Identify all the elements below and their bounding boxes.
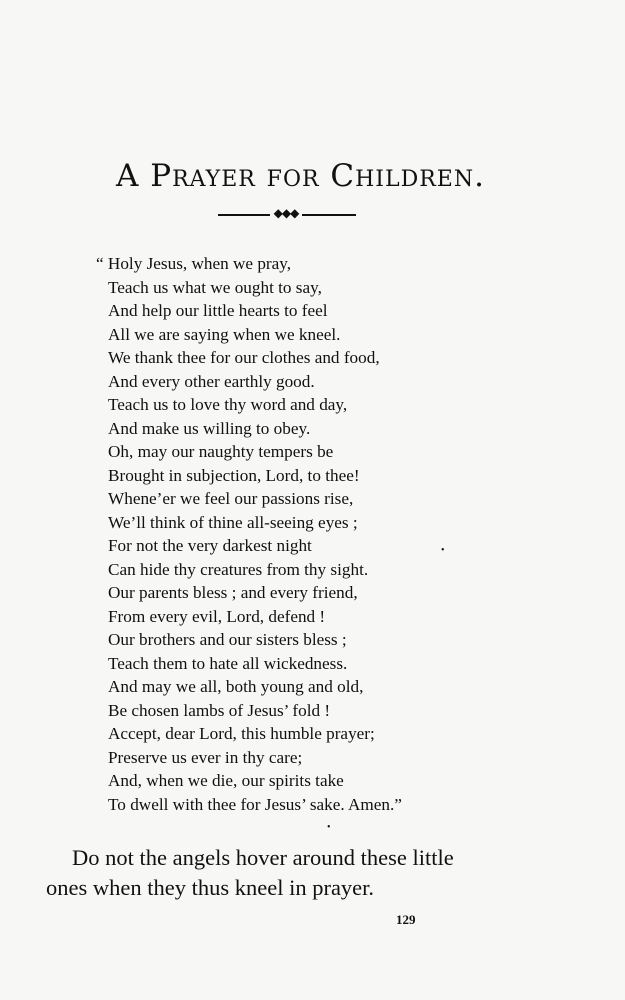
- ornament-rule-left: [218, 214, 270, 216]
- poem-line: We thank thee for our clothes and food,: [108, 348, 380, 367]
- poem-line: To dwell with thee for Jesus’ sake. Amen.”: [108, 794, 402, 814]
- page-number: 129: [396, 912, 416, 927]
- poem-line: Brought in subjection, Lord, to thee!: [108, 465, 360, 485]
- poem-line: Teach us to love thy word and day,: [108, 395, 348, 414]
- prose-line: ones when they thus kneel in prayer.: [46, 875, 375, 900]
- poem-line: From every evil, Lord, defend !: [108, 606, 326, 626]
- poem-line: Our brothers and our sisters bless ;: [108, 630, 347, 649]
- poem-line: Be chosen lambs of Jesus’ fold !: [108, 700, 331, 720]
- poem-line: We’ll think of thine all-seeing eyes ;: [108, 512, 358, 532]
- print-speck: •: [327, 822, 331, 833]
- poem-line: And may we all, both young and old,: [108, 677, 364, 696]
- poem-line: Preserve us ever in thy care;: [108, 747, 303, 767]
- poem-line: Oh, may our naughty tempers be: [108, 442, 334, 461]
- closing-paragraph: [46, 843, 586, 903]
- prose-line: Do not the angels hover around these little: [72, 845, 454, 870]
- poem-line: And every other earthly good.: [108, 371, 315, 391]
- title-ornament: [218, 208, 356, 222]
- poem-line: Teach them to hate all wickedness.: [108, 653, 348, 673]
- poem: [96, 252, 536, 816]
- ornament-diamonds: ◆◆◆: [273, 206, 299, 220]
- print-speck: •: [441, 545, 445, 556]
- poem-line: For not the very darkest night: [108, 536, 312, 555]
- poem-line: “ Holy Jesus, when we pray,: [96, 254, 292, 273]
- page-title: A Prayer for Children.: [116, 158, 485, 194]
- poem-line: And, when we die, our spirits take: [108, 771, 344, 790]
- poem-line: Our parents bless ; and every friend,: [108, 583, 358, 602]
- poem-line: Teach us what we ought to say,: [108, 277, 322, 297]
- ornament-rule-right: [302, 214, 356, 216]
- poem-line: And make us willing to obey.: [108, 418, 311, 438]
- poem-line: Accept, dear Lord, this humble prayer;: [108, 724, 375, 743]
- poem-line: Whene’er we feel our passions rise,: [108, 489, 354, 508]
- poem-line: Can hide thy creatures from thy sight.: [108, 559, 369, 579]
- poem-line: And help our little hearts to feel: [108, 301, 328, 320]
- poem-line: All we are saying when we kneel.: [108, 324, 341, 344]
